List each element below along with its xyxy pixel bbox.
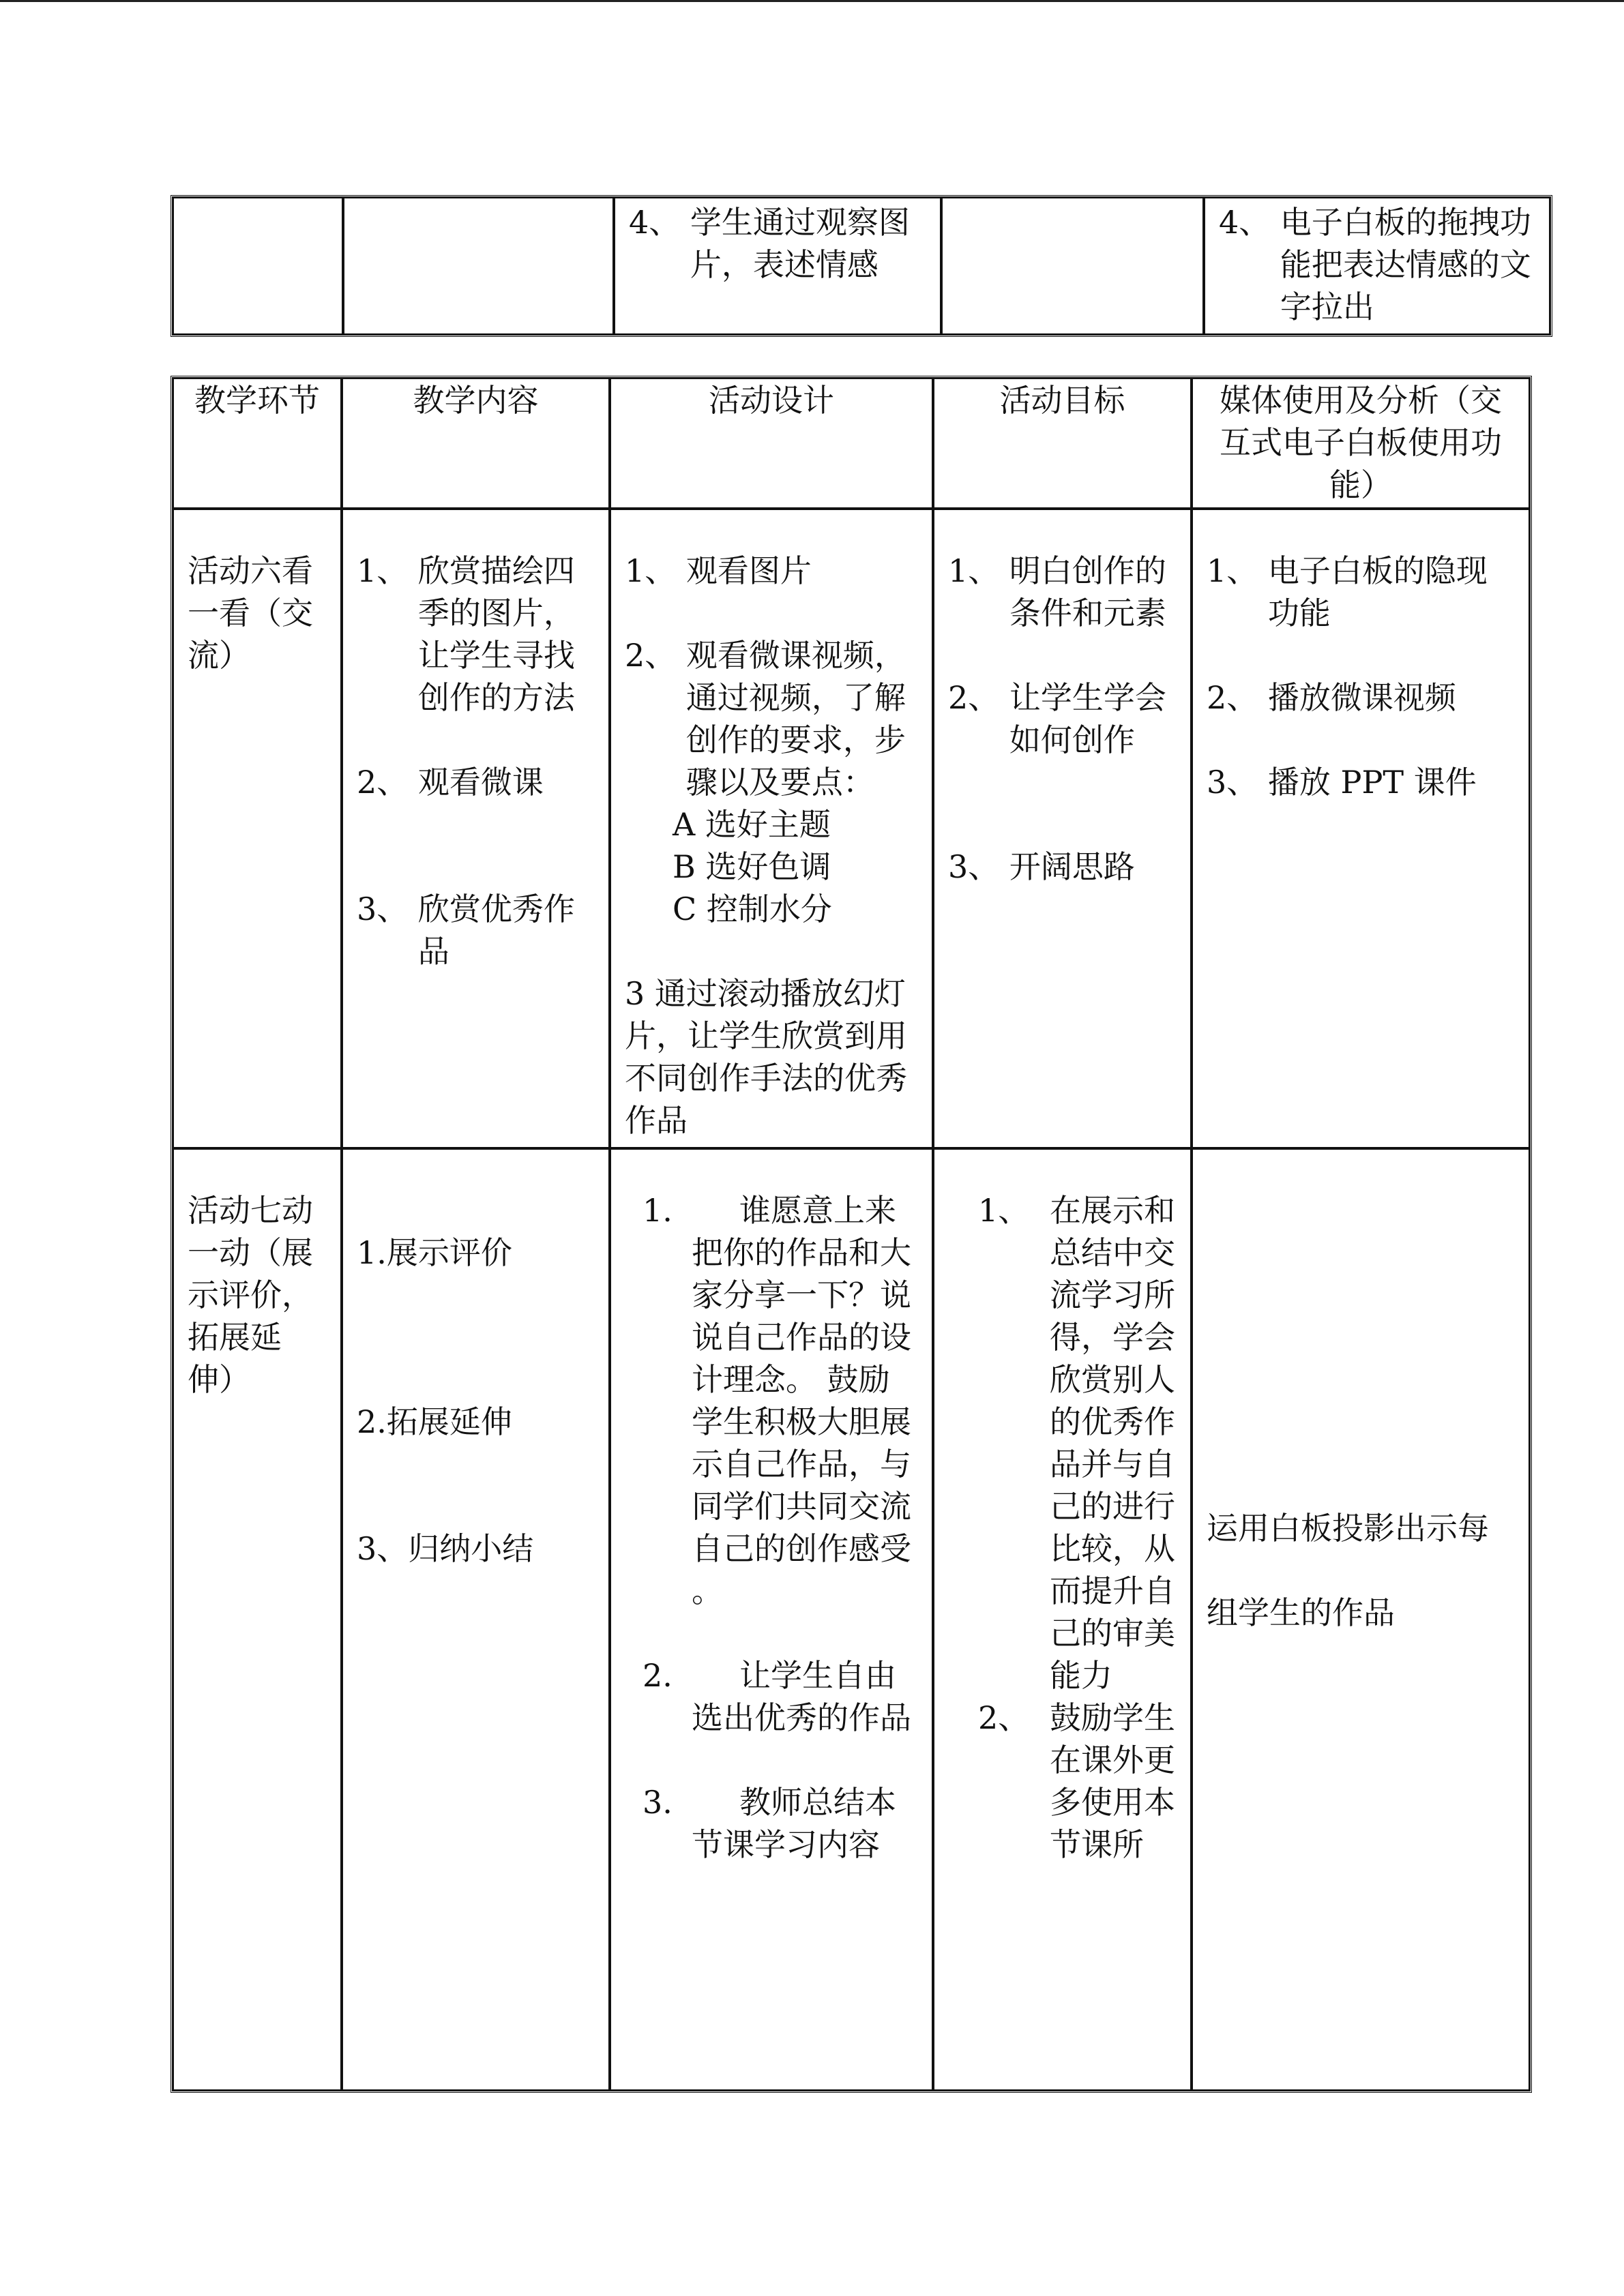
media-item: 4、 电子白板的拖拽功能把表达情感的文字拉出 bbox=[1219, 204, 1531, 325]
activity6-content bbox=[342, 509, 610, 1148]
design-subitem: B 选好色调 bbox=[673, 848, 831, 885]
cell-media bbox=[1204, 197, 1550, 335]
header-content: 教学内容 bbox=[342, 378, 610, 509]
continued-table bbox=[171, 195, 1552, 337]
goal-item: 2、 鼓励学生在课外更多使用本节课所 bbox=[978, 1699, 1175, 1863]
media-item: 3、 播放 PPT 课件 bbox=[1207, 764, 1477, 801]
activity7-row bbox=[173, 1148, 1530, 2091]
cell-design bbox=[614, 197, 941, 335]
page-top-border bbox=[0, 0, 1624, 2]
header-stage: 教学环节 bbox=[173, 378, 342, 509]
activity6-design bbox=[610, 509, 933, 1148]
activity7-goal bbox=[933, 1148, 1192, 2091]
activity6-stage: 活动六看一看（交流） bbox=[173, 509, 342, 1148]
content-item: 2.拓展延伸 bbox=[357, 1403, 512, 1440]
design-item: 1. 谁愿意上来把你的作品和大家分享一下？说说自己作品的设计理念。 鼓励学生积极大胆展示自己作品，与同学们共同交流自己的创作感受 。 bbox=[643, 1192, 911, 1609]
design-item: 1、 观看图片 bbox=[625, 552, 812, 589]
media-line: 组学生的作品 bbox=[1207, 1594, 1395, 1631]
activity6-goal bbox=[933, 509, 1192, 1148]
media-item: 1、 电子白板的隐现功能 bbox=[1207, 552, 1488, 631]
goal-item: 2、 让学生学会如何创作 bbox=[948, 679, 1166, 758]
design-subitem: A 选好主题 bbox=[673, 806, 831, 843]
activity7-design bbox=[610, 1148, 933, 2091]
design-item: 3 通过滚动播放幻灯片，让学生欣赏到用不同创作手法的优秀作品 bbox=[625, 975, 907, 1139]
design-item: 2、 观看微课视频，通过视频，了解创作的要求，步骤以及要点： bbox=[625, 637, 906, 801]
goal-item: 1、 明白创作的条件和元素 bbox=[948, 552, 1166, 631]
content-item: 3、 欣赏优秀作品 bbox=[357, 891, 575, 970]
design-item: 4、 学生通过观察图片，表述情感 bbox=[629, 204, 910, 283]
goal-item: 1、 在展示和总结中交流学习所得，学会欣赏别人的优秀作品并与自己的进行比较，从而提升自己的审美能力 bbox=[978, 1192, 1175, 1694]
activity6-media bbox=[1192, 509, 1530, 1148]
lesson-plan-table bbox=[171, 376, 1532, 2093]
header-row bbox=[173, 378, 1530, 509]
cell-content-empty bbox=[343, 197, 614, 335]
content-item: 1.展示评价 bbox=[357, 1234, 512, 1271]
content-item: 1、 欣赏描绘四季的图片，让学生寻找创作的方法 bbox=[357, 552, 575, 716]
activity7-media bbox=[1192, 1148, 1530, 2091]
header-media: 媒体使用及分析（交互式电子白板使用功能） bbox=[1192, 378, 1530, 509]
header-design: 活动设计 bbox=[610, 378, 933, 509]
media-line: 运用白板投影出示每 bbox=[1207, 1510, 1489, 1547]
content-item: 2、 观看微课 bbox=[357, 764, 544, 801]
design-item: 2. 让学生自由选出优秀的作品 bbox=[643, 1657, 911, 1736]
header-goal: 活动目标 bbox=[933, 378, 1192, 509]
content-item: 3、归纳小结 bbox=[357, 1530, 534, 1567]
activity6-row bbox=[173, 509, 1530, 1148]
activity7-stage: 活动七动一动（展示评价，拓展延伸） bbox=[173, 1148, 342, 2091]
cell-stage-empty bbox=[173, 197, 343, 335]
cell-goal-empty bbox=[941, 197, 1204, 335]
activity7-content bbox=[342, 1148, 610, 2091]
design-subitem: C 控制水分 bbox=[673, 891, 832, 927]
media-item: 2、 播放微课视频 bbox=[1207, 679, 1456, 716]
goal-item: 3、 开阔思路 bbox=[948, 848, 1135, 885]
design-item: 3. 教师总结本节课学习内容 bbox=[643, 1784, 896, 1863]
